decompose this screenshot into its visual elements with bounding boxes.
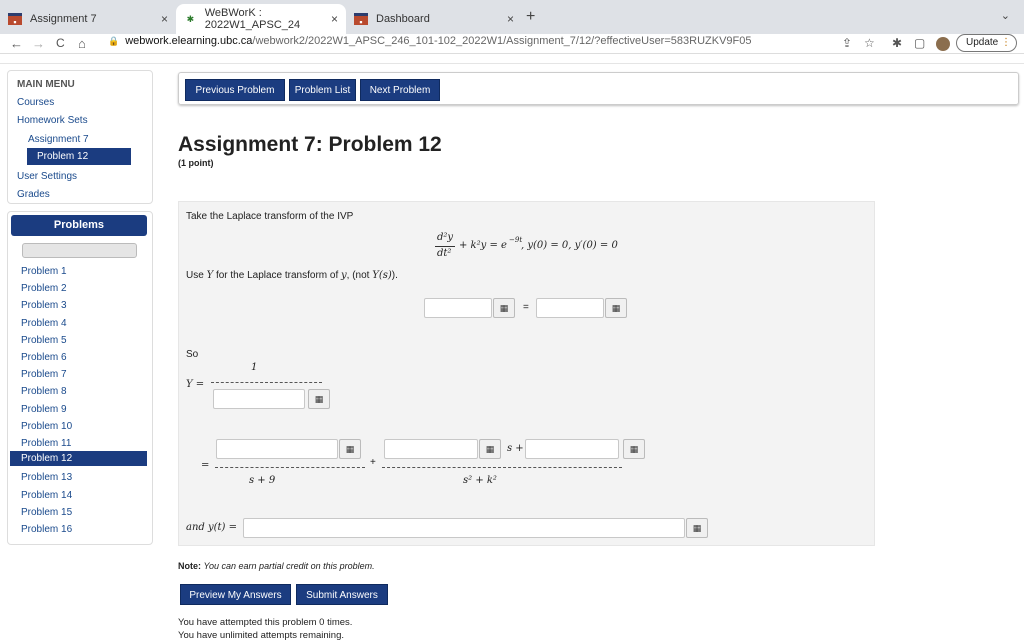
page-title: Assignment 7: Problem 12	[178, 133, 442, 156]
problem-list-item[interactable]: Problem 4	[21, 317, 67, 329]
kebab-menu-icon: ⋮	[1001, 37, 1011, 48]
problem-list-item[interactable]: Problem 10	[21, 420, 73, 432]
main-menu-heading: MAIN MENU	[17, 79, 75, 90]
ode-fraction-bar	[435, 246, 455, 247]
back-button[interactable]: ←	[10, 36, 23, 51]
home-button[interactable]: ⌂	[78, 36, 86, 51]
reload-button[interactable]: C	[56, 36, 65, 50]
partial-c-input[interactable]	[525, 439, 619, 459]
submit-answers-button[interactable]: Submit Answers	[296, 584, 388, 605]
tab-title: Assignment 7	[30, 13, 97, 25]
sidepanel-icon[interactable]: ▢	[914, 36, 926, 50]
webwork-favicon-icon: ✱	[186, 14, 195, 24]
y-of-t-input[interactable]	[243, 518, 685, 538]
ubc-favicon-icon: ▪	[8, 13, 22, 25]
preview-answers-button[interactable]: Preview My Answers	[180, 584, 291, 605]
problem-list-item[interactable]: Problem 12	[10, 451, 147, 466]
menu-link-courses[interactable]: Courses	[17, 97, 55, 108]
close-tab-icon[interactable]: ×	[506, 12, 514, 26]
address-bar[interactable]	[108, 35, 751, 47]
problem-list-item[interactable]: Problem 13	[21, 472, 73, 484]
y-of-t-label: and y(t) =	[186, 522, 238, 533]
ode-rest: + k²y = e	[459, 240, 507, 251]
note-label: Note:	[178, 561, 201, 571]
problem-list-item[interactable]: Problem 7	[21, 369, 67, 381]
main-menu	[7, 70, 153, 204]
problem-list-item[interactable]: Problem 5	[21, 334, 67, 346]
problem-list-item[interactable]: Problem 1	[21, 266, 67, 277]
ubc-favicon-icon: ▪	[354, 13, 368, 25]
math-y: y	[341, 270, 347, 281]
fraction-bar	[211, 382, 322, 383]
use-text: ).	[391, 270, 398, 281]
previous-problem-button[interactable]: Previous Problem	[185, 79, 285, 101]
equation-editor-icon[interactable]: ▦	[686, 518, 708, 538]
use-text: for the Laplace transform of	[213, 270, 342, 281]
equation-editor-icon[interactable]: ▦	[623, 439, 645, 459]
math-Ys: Y(s)	[372, 270, 392, 281]
equation-editor-icon[interactable]: ▦	[605, 298, 627, 318]
browser-toolbar	[0, 34, 1024, 54]
url-host: webwork.elearning.ubc.ca	[125, 35, 253, 47]
attempts-count: You have attempted this problem 0 times.	[178, 617, 353, 628]
forward-button[interactable]: →	[32, 36, 45, 51]
problem-list-item[interactable]: Problem 16	[21, 524, 73, 535]
update-label: Update	[966, 37, 999, 48]
menu-link-assignment[interactable]: Assignment 7	[28, 134, 89, 145]
bookmark-star-icon[interactable]: ☆	[864, 36, 875, 50]
tab-search-icon[interactable]: ⌄	[1000, 10, 1010, 22]
problem-list-item[interactable]: Problem 2	[21, 283, 67, 295]
transform-lhs-input[interactable]	[424, 298, 492, 318]
new-tab-button[interactable]: +	[526, 8, 536, 25]
profile-avatar[interactable]	[936, 37, 950, 51]
problem-list-item[interactable]: Problem 6	[21, 352, 67, 363]
transform-rhs-input[interactable]	[536, 298, 604, 318]
tab-webwork[interactable]	[176, 4, 346, 34]
fraction-bar	[215, 467, 365, 468]
ode-numerator: d²y	[437, 232, 454, 243]
tab-assignment-7[interactable]	[0, 4, 176, 34]
problem-nav-bar	[178, 72, 1019, 105]
attempts-remaining: You have unlimited attempts remaining.	[178, 630, 344, 641]
numerator-one: 1	[251, 362, 258, 373]
ode-denominator: dt²	[437, 248, 452, 259]
s-plus: s +	[507, 443, 524, 454]
fraction-bar	[382, 467, 622, 468]
problem-list-item[interactable]: Problem 8	[21, 386, 67, 398]
equation-editor-icon[interactable]: ▦	[308, 389, 330, 409]
next-problem-button[interactable]: Next Problem	[360, 79, 440, 101]
denominator-s-plus-9: s + 9	[249, 475, 276, 486]
equation-editor-icon[interactable]: ▦	[339, 439, 361, 459]
partial-b-input[interactable]	[384, 439, 478, 459]
tab-title: WeBWorK : 2022W1_APSC_24	[204, 7, 301, 31]
share-icon[interactable]: ⇪	[842, 36, 853, 50]
menu-link-grades[interactable]: Grades	[17, 189, 50, 200]
ode-exponent: −9t	[509, 236, 523, 244]
equals-sign: =	[523, 302, 529, 313]
Y-denominator-input[interactable]	[213, 389, 305, 409]
use-text: , (not	[346, 270, 373, 281]
Y-equals: Y =	[186, 379, 205, 390]
menu-link-homework-sets[interactable]: Homework Sets	[17, 115, 88, 126]
equals-sign: =	[201, 460, 210, 471]
problem-list-item[interactable]: Problem 11	[21, 438, 72, 449]
problem-points: (1 point)	[178, 158, 214, 168]
menu-current-problem[interactable]: Problem 12	[27, 148, 131, 165]
close-tab-icon[interactable]: ×	[330, 12, 338, 26]
equation-editor-icon[interactable]: ▦	[493, 298, 515, 318]
partial-credit-note	[178, 561, 375, 571]
problems-heading: Problems	[11, 215, 147, 236]
problem-list-button[interactable]: Problem List	[289, 79, 356, 101]
url-path: /webwork2/2022W1_APSC_246_101-102_2022W1/Assignment_7/12/?effectiveUser=583RUZKV9F05	[252, 35, 752, 47]
so-label: So	[186, 349, 199, 360]
update-button[interactable]	[956, 34, 1017, 52]
problem-intro: Take the Laplace transform of the IVP	[186, 211, 354, 222]
problem-list-item[interactable]: Problem 14	[21, 489, 73, 501]
menu-link-user-settings[interactable]: User Settings	[17, 171, 78, 182]
close-tab-icon[interactable]: ×	[160, 12, 168, 26]
problem-list-item[interactable]: Problem 3	[21, 300, 67, 312]
extension-icon[interactable]: ✱	[892, 36, 903, 50]
use-y-instruction	[186, 270, 398, 281]
math-Y: Y	[206, 270, 214, 281]
problem-list-item[interactable]: Problem 15	[21, 506, 73, 518]
problem-body	[178, 201, 875, 546]
tab-title: Dashboard	[376, 13, 430, 25]
problems-panel	[7, 211, 153, 545]
lock-icon: 🔒	[108, 36, 120, 46]
plus-sign: +	[370, 457, 376, 468]
note-text: You can earn partial credit on this problem.	[203, 561, 375, 571]
denominator-s2-plus-k2: s² + k²	[463, 475, 497, 486]
problem-list-item[interactable]: Problem 9	[21, 403, 67, 415]
browser-tab-strip	[0, 0, 1024, 34]
partial-a-input[interactable]	[216, 439, 338, 459]
problems-filter-bar[interactable]	[22, 243, 137, 258]
equation-editor-icon[interactable]: ▦	[479, 439, 501, 459]
bookmarks-bar	[0, 54, 1024, 64]
ode-conditions: , y(0) = 0, y′(0) = 0	[521, 240, 618, 251]
tab-dashboard[interactable]	[346, 4, 522, 34]
use-text: Use	[186, 270, 207, 281]
